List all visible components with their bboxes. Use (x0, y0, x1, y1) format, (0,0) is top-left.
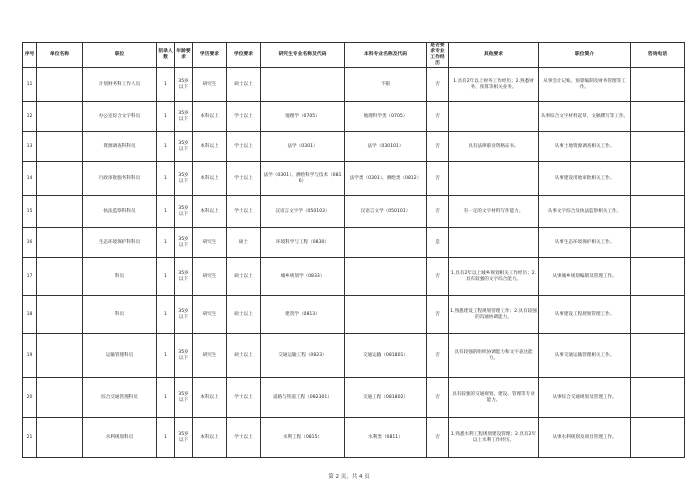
cell-intro: 从事综合交通规划及管理工作。 (539, 378, 631, 418)
cell-intro: 从事文字综合及执法监察相关工作。 (539, 196, 631, 228)
cell-undergrad-major (345, 296, 427, 334)
cell-position: 科员 (83, 258, 157, 296)
table-row (23, 258, 685, 296)
cell-education: 本科以上 (193, 196, 227, 228)
cell-other: 1.具有2年以上城乡规划相关工作经历；2.具有较强的文字综合能力。 (449, 258, 539, 296)
cell-grad-major: 环境科学与工程（0830） (261, 228, 345, 258)
cell-intro: 从事土地资源调查相关工作。 (539, 132, 631, 162)
cell-experience: 否 (427, 258, 449, 296)
cell-age: 35岁以下 (175, 132, 193, 162)
cell-age: 35岁以下 (175, 418, 193, 458)
cell-degree: 硕士以上 (227, 296, 261, 334)
cell-degree: 硕士 (227, 228, 261, 258)
cell-other: 1.熟悉水利工程规划建设管理；2.具有2年以上水利工作经历。 (449, 418, 539, 458)
cell-index: 15 (23, 196, 37, 228)
cell-grad-major: 水利工程（0815） (261, 418, 345, 458)
cell-other: 具有较强的交通规划、建设、管理等专业能力。 (449, 378, 539, 418)
cell-experience: 否 (427, 418, 449, 458)
cell-position: 办公室综合文字科员 (83, 102, 157, 132)
cell-degree: 学士以上 (227, 132, 261, 162)
cell-experience: 是 (427, 228, 449, 258)
cell-unit (37, 132, 83, 162)
cell-experience: 否 (427, 68, 449, 102)
cell-count: 1 (157, 68, 175, 102)
cell-phone (631, 334, 685, 378)
cell-undergrad-major: 汉语言文学（050101） (345, 196, 427, 228)
cell-age: 35岁以下 (175, 102, 193, 132)
header-cell: 序号 (23, 43, 37, 68)
cell-age: 35岁以下 (175, 378, 193, 418)
cell-other: 1.具有2年以上财务工作经历；2.熟悉财务、预算等相关业务。 (449, 68, 539, 102)
header-cell: 是否要求专业工作经历 (427, 43, 449, 68)
cell-index: 21 (23, 418, 37, 458)
cell-count: 1 (157, 418, 175, 458)
cell-position: 生态环境保护科科员 (83, 228, 157, 258)
cell-degree: 学士以上 (227, 196, 261, 228)
cell-phone (631, 296, 685, 334)
cell-grad-major: 法学（0301）、测绘科学与技术（0816） (261, 162, 345, 196)
cell-undergrad-major: 法学类（0301）、测绘类（0812） (345, 162, 427, 196)
cell-unit (37, 68, 83, 102)
cell-phone (631, 68, 685, 102)
table-row (23, 378, 685, 418)
cell-degree: 学士以上 (227, 418, 261, 458)
header-cell: 年龄要求 (175, 43, 193, 68)
cell-index: 14 (23, 162, 37, 196)
cell-count: 1 (157, 196, 175, 228)
cell-other (449, 162, 539, 196)
cell-education: 本科以上 (193, 418, 227, 458)
header-cell: 职位 (83, 43, 157, 68)
cell-education: 本科以上 (193, 132, 227, 162)
cell-degree: 硕士以上 (227, 68, 261, 102)
cell-position: 科员 (83, 296, 157, 334)
cell-experience: 否 (427, 334, 449, 378)
cell-intro: 从事建设用地审批相关工作。 (539, 162, 631, 196)
cell-undergrad-major (345, 258, 427, 296)
table-row (23, 102, 685, 132)
table-row (23, 162, 685, 196)
cell-index: 17 (23, 258, 37, 296)
cell-intro: 从事城乡规划编制及管理工作。 (539, 258, 631, 296)
cell-intro: 从事综合文字材料起草，文稿撰写等工作。 (539, 102, 631, 132)
cell-position: 水利规划科员 (83, 418, 157, 458)
cell-education: 研究生 (193, 334, 227, 378)
cell-experience: 否 (427, 132, 449, 162)
cell-position: 计划财务科工作人员 (83, 68, 157, 102)
table-row (23, 228, 685, 258)
table-row (23, 418, 685, 458)
cell-experience: 否 (427, 162, 449, 196)
table-row (23, 68, 685, 102)
cell-count: 1 (157, 258, 175, 296)
header-cell: 咨询电话 (631, 43, 685, 68)
cell-education: 研究生 (193, 228, 227, 258)
cell-position: 行政审批服务科科员 (83, 162, 157, 196)
cell-degree: 学士以上 (227, 162, 261, 196)
header-cell: 单位名称 (37, 43, 83, 68)
cell-education: 本科以上 (193, 162, 227, 196)
header-cell: 职位简介 (539, 43, 631, 68)
cell-position: 综合交通管理科员 (83, 378, 157, 418)
cell-unit (37, 378, 83, 418)
cell-age: 35岁以下 (175, 228, 193, 258)
cell-education: 研究生 (193, 296, 227, 334)
header-cell: 其他要求 (449, 43, 539, 68)
cell-position: 执法监察科科员 (83, 196, 157, 228)
cell-intro: 从事会计记账、预算编制及财务管理等工作。 (539, 68, 631, 102)
cell-count: 1 (157, 102, 175, 132)
cell-unit (37, 296, 83, 334)
cell-education: 研究生 (193, 258, 227, 296)
cell-index: 13 (23, 132, 37, 162)
cell-unit (37, 228, 83, 258)
cell-position: 资源调查科科员 (83, 132, 157, 162)
header-cell: 招录人数 (157, 43, 175, 68)
cell-experience: 否 (427, 296, 449, 334)
cell-degree: 学士以上 (227, 378, 261, 418)
cell-index: 20 (23, 378, 37, 418)
cell-count: 1 (157, 132, 175, 162)
cell-other: 具有较强的组织协调能力和文字表达能力。 (449, 334, 539, 378)
cell-grad-major: 建筑学（0813） (261, 296, 345, 334)
header-cell: 本科专业名称及代码 (345, 43, 427, 68)
cell-phone (631, 258, 685, 296)
cell-count: 1 (157, 296, 175, 334)
table-row (23, 334, 685, 378)
cell-undergrad-major: 交通运输（081801） (345, 334, 427, 378)
cell-grad-major: 道路与铁道工程（082301） (261, 378, 345, 418)
cell-experience: 否 (427, 196, 449, 228)
cell-count: 1 (157, 228, 175, 258)
cell-other: 1.熟悉建设工程规划管理工作；2.具有较强的沟通协调能力。 (449, 296, 539, 334)
cell-unit (37, 196, 83, 228)
cell-undergrad-major: 法学（030101） (345, 132, 427, 162)
cell-age: 35岁以下 (175, 296, 193, 334)
cell-experience: 否 (427, 378, 449, 418)
cell-intro: 从事交通运输管理相关工作。 (539, 334, 631, 378)
cell-phone (631, 228, 685, 258)
cell-education: 本科以上 (193, 378, 227, 418)
cell-grad-major: 法学（0301） (261, 132, 345, 162)
cell-other: 具有法律职业资格证书。 (449, 132, 539, 162)
cell-count: 1 (157, 378, 175, 418)
table-header-row (23, 43, 685, 68)
cell-intro: 从事建设工程规划管理工作。 (539, 296, 631, 334)
header-cell: 学历要求 (193, 43, 227, 68)
cell-undergrad-major: 交通工程（081802） (345, 378, 427, 418)
cell-index: 11 (23, 68, 37, 102)
cell-phone (631, 378, 685, 418)
cell-education: 研究生 (193, 68, 227, 102)
cell-education: 本科以上 (193, 102, 227, 132)
cell-unit (37, 334, 83, 378)
cell-degree: 学士以上 (227, 102, 261, 132)
cell-unit (37, 102, 83, 132)
page-footer: 第 2 页，共 4 页 (328, 474, 370, 480)
cell-undergrad-major: 不限 (345, 68, 427, 102)
table-row (23, 196, 685, 228)
cell-index: 18 (23, 296, 37, 334)
cell-age: 35岁以下 (175, 258, 193, 296)
cell-age: 35岁以下 (175, 334, 193, 378)
cell-phone (631, 132, 685, 162)
cell-degree: 硕士以上 (227, 258, 261, 296)
cell-phone (631, 102, 685, 132)
cell-index: 19 (23, 334, 37, 378)
header-cell: 学位要求 (227, 43, 261, 68)
cell-index: 16 (23, 228, 37, 258)
cell-age: 35岁以下 (175, 68, 193, 102)
table-row (23, 296, 685, 334)
cell-experience: 否 (427, 102, 449, 132)
header-cell: 研究生专业名称及代码 (261, 43, 345, 68)
cell-unit (37, 258, 83, 296)
cell-grad-major: 地理学（0705） (261, 102, 345, 132)
cell-unit (37, 418, 83, 458)
cell-grad-major: 交通运输工程（0823） (261, 334, 345, 378)
cell-count: 1 (157, 334, 175, 378)
cell-undergrad-major (345, 228, 427, 258)
cell-index: 12 (23, 102, 37, 132)
cell-undergrad-major: 地理科学类（0705） (345, 102, 427, 132)
cell-undergrad-major: 水利类（0811） (345, 418, 427, 458)
table-row (23, 132, 685, 162)
cell-other: 有一定的文字材料写作能力。 (449, 196, 539, 228)
cell-phone (631, 196, 685, 228)
cell-position: 运输管理科员 (83, 334, 157, 378)
cell-intro: 从事水利规划及项目管理工作。 (539, 418, 631, 458)
cell-grad-major: 汉语言文字学（050103） (261, 196, 345, 228)
cell-age: 35岁以下 (175, 162, 193, 196)
cell-other (449, 228, 539, 258)
recruitment-table (22, 42, 685, 458)
cell-degree: 硕士以上 (227, 334, 261, 378)
cell-phone (631, 162, 685, 196)
cell-grad-major (261, 68, 345, 102)
cell-phone (631, 418, 685, 458)
cell-intro: 从事生态环境保护相关工作。 (539, 228, 631, 258)
cell-age: 35岁以下 (175, 196, 193, 228)
cell-grad-major: 城乡规划学（0833） (261, 258, 345, 296)
cell-count: 1 (157, 162, 175, 196)
cell-unit (37, 162, 83, 196)
cell-other (449, 102, 539, 132)
